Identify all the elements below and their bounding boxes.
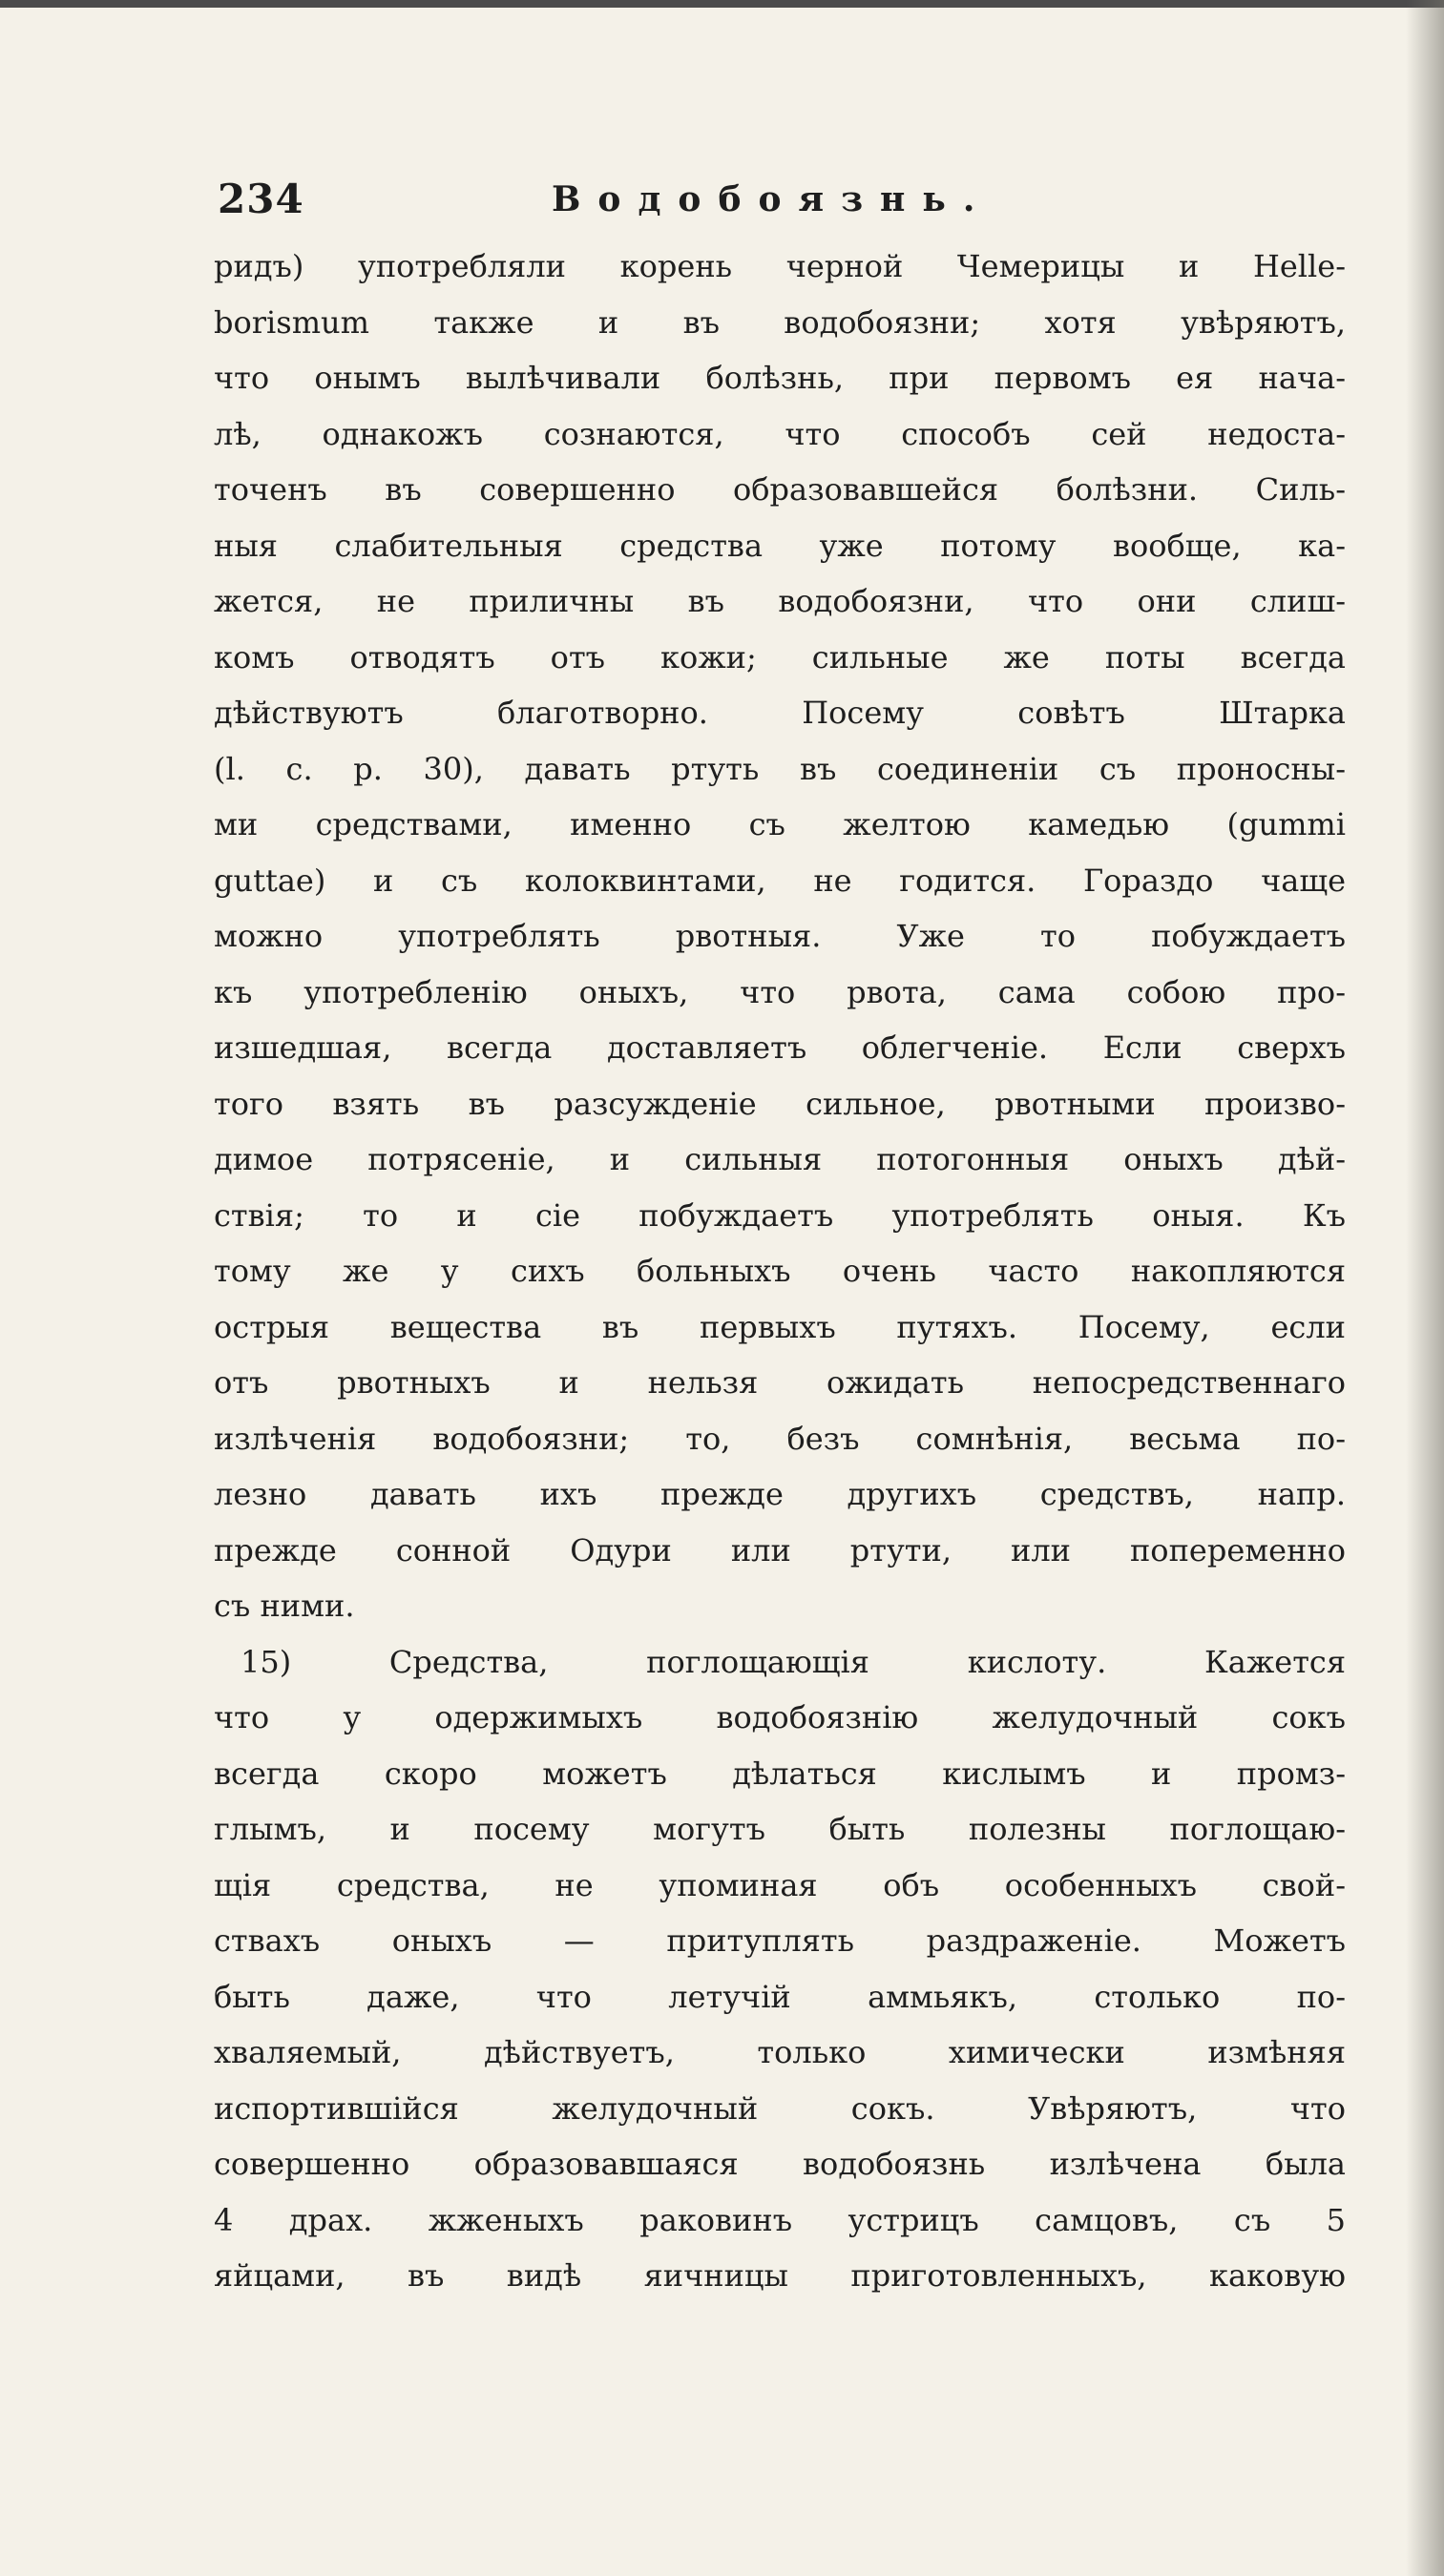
text-line: прежде сонной Одури или ртути, или попеременно (214, 1531, 1346, 1568)
text-line: тому же у сихъ больныхъ очень часто накопляются (214, 1253, 1346, 1289)
text-line: димое потрясеніе, и сильныя потогонныя оныхъ дѣй- (214, 1141, 1346, 1177)
text-line: ствія; то и сіе побуждаетъ употреблять оныя. Къ (214, 1196, 1346, 1234)
page-number: 234 (218, 176, 304, 222)
text-line: borismum также и въ водобоязни; хотя увѣряютъ, (214, 303, 1346, 341)
text-line: 15) Средства, поглощающія кислоту. Кажется (241, 1643, 1346, 1680)
text-line: быть даже, что летучій аммьякъ, столько по- (214, 1978, 1346, 2015)
text-line: ныя слабительныя средства уже потому вообще, ка- (214, 527, 1346, 564)
text-line: испортившійся желудочный сокъ. Увѣряютъ, что (214, 2089, 1346, 2127)
text-line: хваляемый, дѣйствуетъ, только химически измѣняя (214, 2034, 1346, 2070)
text-line: что онымъ вылѣчивали болѣзнь, при первомъ ея нача- (214, 360, 1346, 396)
text-line: 4 драх. жженыхъ раковинъ устрицъ самцовъ, съ 5 (214, 2201, 1346, 2238)
text-line: guttae) и съ колоквинтами, не годится. Гораздо чаще (214, 862, 1346, 899)
text-line: всегда скоро можетъ дѣлаться кислымъ и промз- (214, 1755, 1346, 1792)
text-line: лезно давать ихъ прежде другихъ средствъ, напр. (214, 1476, 1346, 1512)
page-binding-shadow (1406, 0, 1444, 2576)
page-header (218, 176, 1342, 233)
text-line: острыя вещества въ первыхъ путяхъ. Посему, если (214, 1308, 1346, 1345)
text-line: что у одержимыхъ водобоязнію желудочный сокъ (214, 1699, 1346, 1735)
text-line: совершенно образовавшаяся водобоязнь излѣчена была (214, 2146, 1346, 2182)
text-line: съ ними. (214, 1588, 355, 1624)
text-line: изшедшая, всегда доставляетъ облегченіе. Если сверхъ (214, 1029, 1346, 1066)
text-line: щія средства, не упоминая объ особенныхъ свой- (214, 1866, 1346, 1903)
text-line: отъ рвотныхъ и нельзя ожидать непосредственнаго (214, 1364, 1346, 1401)
page-top-edge (0, 0, 1444, 8)
text-line: яйцами, въ видѣ яичницы приготовленныхъ, каковую (214, 2257, 1346, 2294)
running-head: Водобоязнь. (552, 179, 993, 219)
text-line: лѣ, однакожъ сознаются, что способъ сей недоста- (214, 415, 1346, 452)
text-line: излѣченія водобоязни; то, безъ сомнѣнія, весьма по- (214, 1420, 1346, 1457)
text-line: ствахъ оныхъ — притуплять раздраженіе. Можетъ (214, 1922, 1346, 1959)
text-line: дѣйствуютъ благотворно. Посему совѣтъ Штарка (214, 695, 1346, 731)
text-line: ридъ) употребляли корень черной Чемерицы и Helle- (214, 248, 1346, 284)
text-line: можно употреблять рвотныя. Уже то побуждаетъ (214, 918, 1346, 954)
text-line: того взять въ разсужденіе сильное, рвотными произво- (214, 1085, 1346, 1122)
text-line: (l. c. p. 30), давать ртуть въ соединеніи съ проносны- (214, 750, 1346, 787)
body-text (214, 239, 1346, 2304)
text-line: глымъ, и посему могутъ быть полезны поглощаю- (214, 1811, 1346, 1847)
text-line: жется, не приличны въ водобоязни, что они слиш- (214, 583, 1346, 619)
text-line: точенъ въ совершенно образовавшейся болѣзни. Силь- (214, 471, 1346, 508)
text-line: ми средствами, именно съ желтою камедью (gummi (214, 806, 1346, 842)
text-line: къ употребленію оныхъ, что рвота, сама собою про- (214, 973, 1346, 1010)
text-line: комъ отводятъ отъ кожи; сильные же поты всегда (214, 638, 1346, 675)
